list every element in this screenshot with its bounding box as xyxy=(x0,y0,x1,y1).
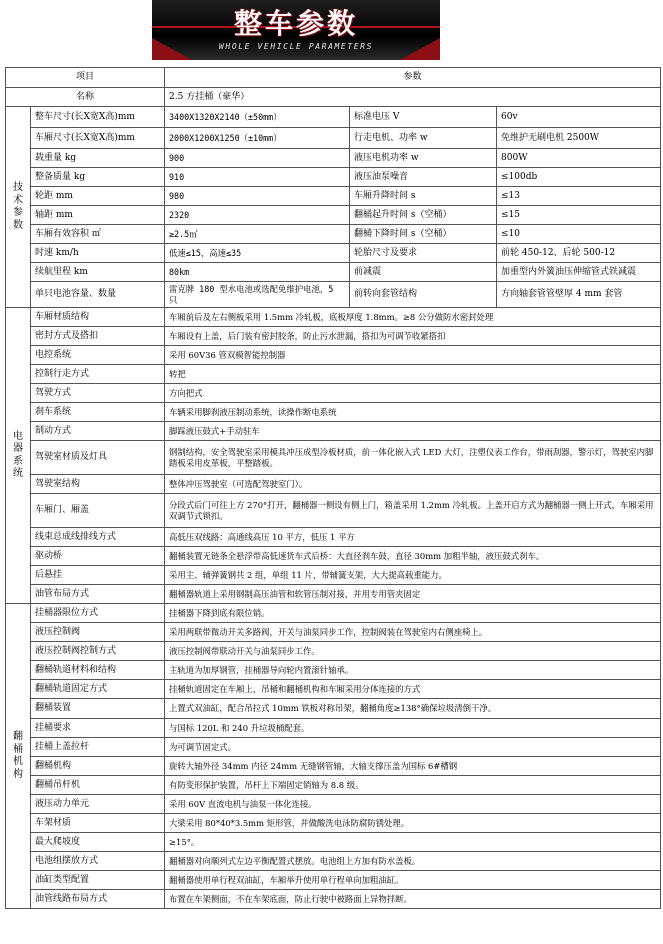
tech-value: ≤100db xyxy=(497,168,661,187)
flip-label: 液压控制阀 xyxy=(31,623,165,642)
flip-row xyxy=(6,719,661,738)
tech-label: 车厢尺寸(长X宽X高)mm xyxy=(31,128,165,149)
electric-value: 高低压双线路：高通线高压 10 平方，低压 1 平方 xyxy=(165,528,661,547)
flip-row xyxy=(6,642,661,661)
flip-label: 翻桶轨道材料和结构 xyxy=(31,661,165,680)
electric-value: 方向把式 xyxy=(165,384,661,403)
tech-label: 单只电池容量、数量 xyxy=(31,282,165,308)
flip-value: 布置在车架侧面，不在车架底面，防止行驶中被路面上异物拌断。 xyxy=(165,890,661,909)
tech-value: 低速≤15，高速≤35 xyxy=(165,244,350,263)
tech-label: 轴距 mm xyxy=(31,206,165,225)
electric-row xyxy=(6,566,661,585)
flip-value: 上置式双油缸，配合吊拉式 10mm 铁板对称吊架，翻桶角度≥138°确保垃圾清倒干净。 xyxy=(165,699,661,719)
tech-label: 前减震 xyxy=(350,263,497,282)
flip-label: 液压动力单元 xyxy=(31,795,165,814)
electric-label: 密封方式及搭扣 xyxy=(31,327,165,346)
electric-value: 采用主、辅弹簧钢共 2 组，单组 11 片，带辅簧支架，大大提高载重能力。 xyxy=(165,566,661,585)
tech-label: 整备质量 kg xyxy=(31,168,165,187)
flip-row xyxy=(6,852,661,871)
tech-label: 时速 km/h xyxy=(31,244,165,263)
tech-row xyxy=(6,128,661,149)
flip-row xyxy=(6,680,661,699)
spec-table xyxy=(5,67,661,909)
electric-label: 线束总成线排线方式 xyxy=(31,528,165,547)
flip-category xyxy=(6,604,31,909)
electric-label: 控制行走方式 xyxy=(31,365,165,384)
tech-category-label: 技术参数 xyxy=(13,182,23,231)
tech-value: 900 xyxy=(165,149,350,168)
tech-value: 雷克牌 180 型水电池或选配免维护电池，5 只 xyxy=(165,282,350,308)
flip-row xyxy=(6,795,661,814)
tech-label: 液压电机功率 w xyxy=(350,149,497,168)
flip-label: 车架材质 xyxy=(31,814,165,833)
flip-value: 与国标 120L 和 240 升垃圾桶配套。 xyxy=(165,719,661,738)
tech-value: ≥2.5㎡ xyxy=(165,225,350,244)
electric-row xyxy=(6,327,661,346)
electric-value: 整体冲压驾驶室（可选配驾驶室门）。 xyxy=(165,475,661,494)
electric-row xyxy=(6,528,661,547)
tech-label: 翻桶下降时间 s（空桶） xyxy=(350,225,497,244)
electric-value: 翻桶器轨道上采用钢制高压油管和软管压制对接，并用专用管夹固定 xyxy=(165,585,661,604)
flip-value: 翻桶器使用单行程双油缸，车厢举升使用单行程单向加粗油缸。 xyxy=(165,871,661,890)
flip-row xyxy=(6,871,661,890)
flip-value: 为可调节固定式。 xyxy=(165,738,661,757)
flip-value: 液压控制阀带联动开关与油泵同步工作。 xyxy=(165,642,661,661)
banner-title: 整车参数 xyxy=(233,7,358,40)
flip-row xyxy=(6,604,661,623)
flip-label: 最大爬坡度 xyxy=(31,833,165,852)
tech-value: ≤10 xyxy=(497,225,661,244)
tech-value: 910 xyxy=(165,168,350,187)
flip-row xyxy=(6,890,661,909)
tech-row xyxy=(6,187,661,206)
flip-value: 采用 60V 直流电机与油泵一体化连接。 xyxy=(165,795,661,814)
tech-label: 前转向套管结构 xyxy=(350,282,497,308)
electric-value: 脚踩液压鼓式+手动驻车 xyxy=(165,422,661,441)
tech-value: 加重型内外簧油压伸缩管式铁减震 xyxy=(497,263,661,282)
tech-label: 载重量 kg xyxy=(31,149,165,168)
flip-row xyxy=(6,738,661,757)
flip-value: 有防变形保护装置，吊杆上下端固定销轴为 8.8 级。 xyxy=(165,776,661,795)
banner-subtitle: WHOLE VEHICLE PARAMETERS xyxy=(219,42,373,51)
tech-category xyxy=(6,107,31,308)
spec-table-body xyxy=(6,68,661,909)
electric-row xyxy=(6,494,661,528)
flip-label: 电池组摆放方式 xyxy=(31,852,165,871)
electric-row xyxy=(6,384,661,403)
flip-value: ≥15°。 xyxy=(165,833,661,852)
flip-row xyxy=(6,623,661,642)
tech-row xyxy=(6,168,661,187)
flip-label: 液压控制阀控制方式 xyxy=(31,642,165,661)
electric-row xyxy=(6,365,661,384)
tech-value: ≤15 xyxy=(497,206,661,225)
tech-label: 轮胎尺寸及要求 xyxy=(350,244,497,263)
tech-label: 标准电压 V xyxy=(350,107,497,128)
electric-value: 车厢设有上盖，后门装有密封胶条，防止污水泄漏，搭扣为可调节收紧搭扣 xyxy=(165,327,661,346)
electric-row xyxy=(6,403,661,422)
flip-row xyxy=(6,814,661,833)
flip-label: 油管线路布局方式 xyxy=(31,890,165,909)
flip-label: 翻桶吊杆机 xyxy=(31,776,165,795)
flip-value: 主轨道为加厚钢管，挂桶器导向轮内置滚针轴承。 xyxy=(165,661,661,680)
tech-value: 800W xyxy=(497,149,661,168)
tech-label: 车厢升降时间 s xyxy=(350,187,497,206)
electric-value: 钢制结构，安全驾驶室采用模具冲压成型冷板材质，前一体化嵌入式 LED 大灯，注塑仪表工作台，带雨刮器，警示灯，驾驶室内脚踏板采用皮革板，平整踏板。 xyxy=(165,441,661,475)
flip-row xyxy=(6,833,661,852)
tech-label: 整车尺寸(长X宽X高)mm xyxy=(31,107,165,128)
tech-value: 80km xyxy=(165,263,350,282)
electric-category-label: 电器系统 xyxy=(13,430,23,479)
electric-row xyxy=(6,308,661,327)
electric-row xyxy=(6,441,661,475)
name-value: 2.5 方挂桶（豪华） xyxy=(165,88,661,107)
electric-row xyxy=(6,422,661,441)
tech-value: 前轮 450-12、后轮 500-12 xyxy=(497,244,661,263)
electric-value: 翻桶装置无链条全悬浮带高低速货车式后桥：大直径刹车鼓，直径 30mm 加粗半轴，液压鼓式刹车。 xyxy=(165,547,661,566)
electric-value: 车辆采用脚刹液压制动系统，读操作断电系统 xyxy=(165,403,661,422)
tech-value: 免维护无刷电机 2500W xyxy=(497,128,661,149)
tech-label: 液压油泵噪音 xyxy=(350,168,497,187)
tech-value: 方向轴套管管壁厚 4 mm 套管 xyxy=(497,282,661,308)
tech-row xyxy=(6,263,661,282)
flip-row xyxy=(6,661,661,680)
electric-value: 转把 xyxy=(165,365,661,384)
flip-value: 旋转大轴外径 34mm 内径 24mm 无缝钢管轴，大轴支撑压盖为国标 6#槽钢 xyxy=(165,757,661,776)
tech-value: 2320 xyxy=(165,206,350,225)
electric-label: 车厢门、厢盖 xyxy=(31,494,165,528)
header-item: 项目 xyxy=(6,68,165,88)
name-row xyxy=(6,88,661,107)
electric-row xyxy=(6,547,661,566)
tech-label: 行走电机、功率 w xyxy=(350,128,497,149)
flip-label: 挂桶要求 xyxy=(31,719,165,738)
flip-category-label: 翻桶机构 xyxy=(13,731,23,780)
flip-value: 翻桶器对向顺列式左边平衡配置式摆放。电池组上方加有防水盖板。 xyxy=(165,852,661,871)
electric-label: 驾驶方式 xyxy=(31,384,165,403)
electric-label: 电控系统 xyxy=(31,346,165,365)
flip-label: 翻桶机构 xyxy=(31,757,165,776)
tech-row xyxy=(6,282,661,308)
electric-value: 车厢前后及左右侧板采用 1.5mm 冷轧板，底板厚度 1.8mm。≥8 公分做防水密封处理 xyxy=(165,308,661,327)
header-row xyxy=(6,68,661,88)
tech-value: 2000X1200X1250（±10mm） xyxy=(165,128,350,149)
name-label: 名称 xyxy=(6,88,165,107)
tech-row xyxy=(6,206,661,225)
flip-value: 采用两联带微动开关多路阀，开关与油泵同步工作，控制阀装在驾驶室内右侧座椅上。 xyxy=(165,623,661,642)
header-params: 参数 xyxy=(165,68,661,88)
flip-value: 大梁采用 80*40*3.5mm 矩形管，并做酸洗电泳防腐防锈处理。 xyxy=(165,814,661,833)
flip-row xyxy=(6,757,661,776)
electric-value: 采用 60V36 管双模智能控制器 xyxy=(165,346,661,365)
flip-row xyxy=(6,776,661,795)
tech-row xyxy=(6,149,661,168)
electric-label: 后悬挂 xyxy=(31,566,165,585)
tech-value: 980 xyxy=(165,187,350,206)
electric-label: 车厢材质结构 xyxy=(31,308,165,327)
electric-row xyxy=(6,346,661,365)
tech-label: 轮距 mm xyxy=(31,187,165,206)
electric-row xyxy=(6,475,661,494)
tech-row xyxy=(6,225,661,244)
tech-label: 车厢有效容积 ㎡ xyxy=(31,225,165,244)
tech-label: 续航里程 km xyxy=(31,263,165,282)
flip-label: 挂桶器限位方式 xyxy=(31,604,165,623)
electric-label: 刹车系统 xyxy=(31,403,165,422)
flip-label: 翻桶装置 xyxy=(31,699,165,719)
electric-label: 驾驶室材质及灯具 xyxy=(31,441,165,475)
flip-label: 翻桶轨道固定方式 xyxy=(31,680,165,699)
electric-label: 驱动桥 xyxy=(31,547,165,566)
flip-label: 挂桶上盖拉杆 xyxy=(31,738,165,757)
tech-row xyxy=(6,107,661,128)
tech-label: 翻桶起升时间 s（空桶） xyxy=(350,206,497,225)
tech-row xyxy=(6,244,661,263)
tech-value: 60v xyxy=(497,107,661,128)
title-banner xyxy=(152,0,440,60)
electric-label: 制动方式 xyxy=(31,422,165,441)
flip-label: 油缸类型配置 xyxy=(31,871,165,890)
flip-value: 挂桶轨道固定在车厢上，吊桶和翻桶机构和车厢采用分体连接的方式 xyxy=(165,680,661,699)
flip-value: 挂桶器下降到底有限位销。 xyxy=(165,604,661,623)
electric-category xyxy=(6,308,31,604)
tech-value: 3400X1320X2140（±50mm） xyxy=(165,107,350,128)
electric-label: 驾驶室结构 xyxy=(31,475,165,494)
electric-label: 油管布局方式 xyxy=(31,585,165,604)
flip-row xyxy=(6,699,661,719)
tech-value: ≤13 xyxy=(497,187,661,206)
electric-row xyxy=(6,585,661,604)
electric-value: 分段式后门可往上方 270°打开，翻桶器一侧设有侧上门，箱盖采用 1.2mm 冷轧板。上盖开启方式为翻桶器一侧上开式，车厢采用双调节式锁扣。 xyxy=(165,494,661,528)
